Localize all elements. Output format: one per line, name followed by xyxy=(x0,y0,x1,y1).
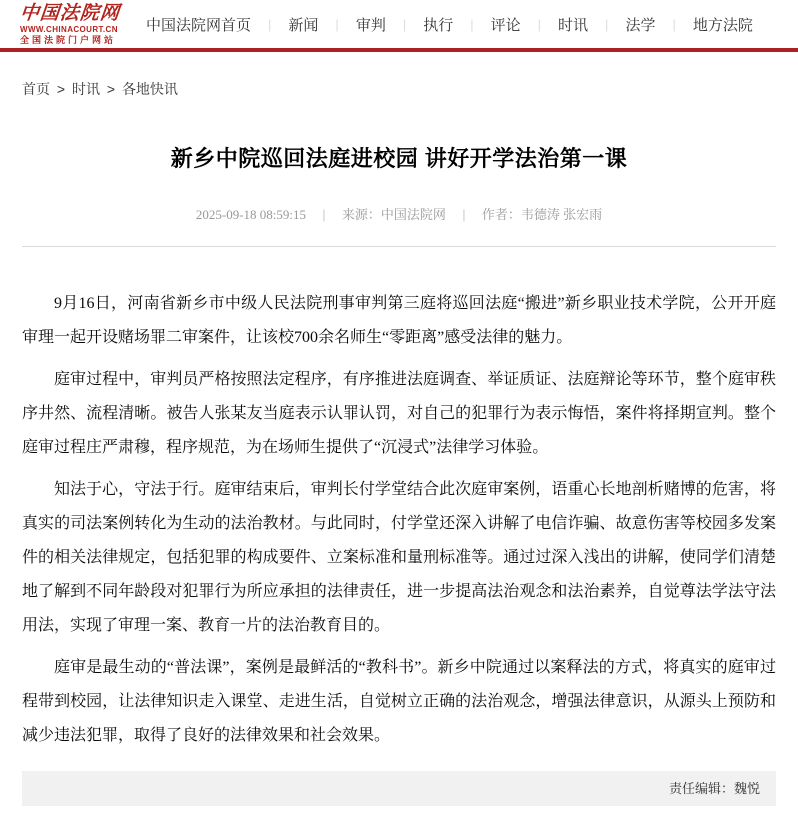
nav-item-trial[interactable]: 审判 xyxy=(355,16,386,34)
breadcrumb-current-news[interactable]: 时讯 xyxy=(71,81,100,97)
meta-separator: | xyxy=(322,207,326,222)
article-body xyxy=(22,287,776,753)
article-paragraph: 9月16日，河南省新乡市中级人民法院刑事审判第三庭将巡回法庭“搬进”新乡职业技术学院，公开开庭审理一起开设赌场罪二审案件，让该校700余名师生“零距离”感受法律的魅力。 xyxy=(22,295,776,346)
nav-item-legal-studies[interactable]: 法学 xyxy=(625,16,656,34)
nav-item-current-news[interactable]: 时讯 xyxy=(558,16,589,34)
article-paragraph: 庭审是最生动的“普法课”，案例是最鲜活的“教科书”。新乡中院通过以案释法的方式，将真实的庭审过程带到校园，让法律知识走入课堂、走进生活，自觉树立正确的法治观念，增强法律意识，从源头上预防和减少违法犯罪，取得了良好的法律效果和社会效果。 xyxy=(22,659,776,744)
main-nav xyxy=(134,14,770,35)
nav-item-news[interactable]: 新闻 xyxy=(288,16,319,34)
article-title: 新乡中院巡回法庭进校园 讲好开学法治第一课 xyxy=(170,146,628,171)
meta-divider-line xyxy=(22,246,776,247)
article-paragraph: 庭审过程中，审判员严格按照法定程序，有序推进法庭调查、举证质证、法庭辩论等环节，整个庭审秩序井然、流程清晰。被告人张某友当庭表示认罪认罚，对自己的犯罪行为表示悔悟，案件将择期宣判。整个庭审过程庄严肃穆，程序规范，为在场师生提供了“沉浸式”法律学习体验。 xyxy=(22,371,776,456)
breadcrumb-home[interactable]: 首页 xyxy=(22,81,50,97)
article-meta xyxy=(0,204,798,223)
article xyxy=(0,142,798,806)
editor-bar xyxy=(22,771,776,806)
nav-separator: | xyxy=(470,16,474,32)
article-source: 来源：中国法院网 xyxy=(341,207,446,222)
site-logo[interactable] xyxy=(18,1,122,45)
logo-subtitle: 全国法院门户网站 xyxy=(20,34,117,45)
article-paragraph: 知法于心，守法于行。庭审结束后，审判长付学堂结合此次庭审案例，语重心长地剖析赌博的危害，将真实的司法案例转化为生动的法治教材。与此同时，付学堂还深入讲解了电信诈骗、故意伤害等校园多发案件的相关法律规定，包括犯罪的构成要件、立案标准和量刑标准等。通过过深入浅出的讲解，使同学们清楚地了解到不同年龄段对犯罪行为所应承担的法律责任，进一步提高法治观念和法治素养，自觉尊法学法守法用法，实现了审理一案、教育一片的法治教育目的。 xyxy=(22,481,776,634)
publish-datetime: 2025-09-18 08:59:15 xyxy=(195,207,307,222)
nav-separator: | xyxy=(335,16,339,32)
nav-separator: | xyxy=(672,16,676,32)
meta-separator: | xyxy=(462,207,466,222)
nav-item-local-courts[interactable]: 地方法院 xyxy=(692,16,753,34)
article-author: 作者：韦德涛 张宏雨 xyxy=(481,207,603,222)
logo-title: 中国法院网 xyxy=(18,1,122,24)
breadcrumb-separator: > xyxy=(56,81,66,97)
breadcrumb-separator: > xyxy=(106,81,116,97)
nav-separator: | xyxy=(402,16,407,32)
editor-label: 责任编辑：魏悦 xyxy=(668,781,760,796)
nav-separator: | xyxy=(605,16,609,32)
nav-item-enforcement[interactable]: 执行 xyxy=(423,16,454,34)
nav-item-home[interactable]: 中国法院网首页 xyxy=(146,16,252,34)
site-header xyxy=(0,0,798,48)
nav-item-commentary[interactable]: 评论 xyxy=(490,16,521,34)
nav-separator: | xyxy=(268,16,272,32)
breadcrumb xyxy=(0,52,798,99)
logo-url: WWW.CHINACOURT.CN xyxy=(20,24,118,34)
nav-separator: | xyxy=(537,16,542,32)
breadcrumb-local-bulletins[interactable]: 各地快讯 xyxy=(121,81,178,97)
